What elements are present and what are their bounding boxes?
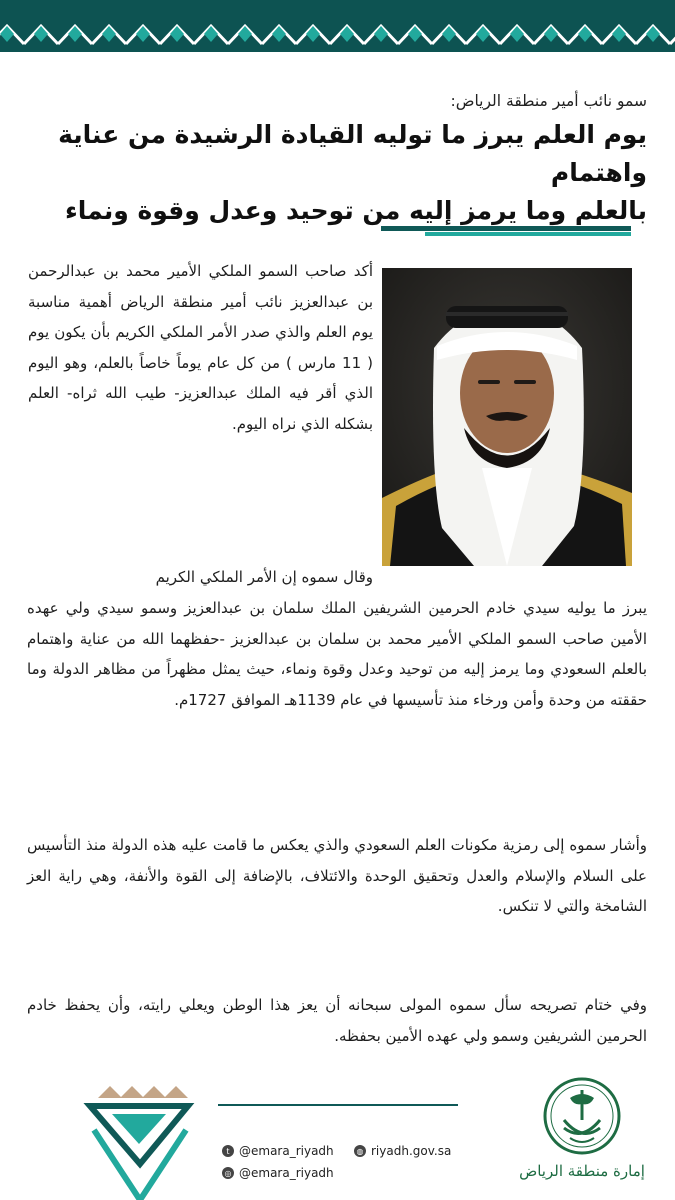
website-link[interactable] (354, 1144, 451, 1158)
paragraph-1 (28, 256, 373, 439)
paragraph-4-text: وفي ختام تصريحه سأل سموه المولى سبحانه أن يعز هذا الوطن ويعلي رايته، وأن يحفظ خادم الحرمين الشريفين وسمو ولي عهده الأمين بحفظه. (27, 996, 647, 1045)
twitter-link[interactable] (222, 1144, 334, 1158)
paragraph-3 (27, 830, 647, 922)
paragraph-2-text: يبرز ما يوليه سيدي خادم الحرمين الشريفين الملك سلمان بن عبدالعزيز وسمو سيدي ولي عهده الأمين صاحب السمو الملكي الأمير محمد بن سلمان بن عبدالعزيز -حفظهما الله من عناية واهتمام بالعلم السعودي وما يرمز إليه من توحيد وعدل وقوة ونماء، حيث يمثل مظهراً من مظاهر الدولة وما حققته من وحدة وأمن ورخاء منذ تأسيسها في عام 1139هـ الموافق 1727م. (27, 599, 647, 709)
footer-divider (218, 1104, 458, 1106)
instagram-link[interactable] (222, 1166, 334, 1180)
twitter-icon: t (222, 1145, 234, 1157)
subtitle: سمو نائب أمير منطقة الرياض: (450, 92, 647, 110)
globe-icon: ◍ (354, 1145, 366, 1157)
paragraph-2 (27, 593, 647, 715)
title-underline (381, 226, 631, 237)
instagram-handle: @emara_riyadh (239, 1166, 334, 1180)
twitter-handle: @emara_riyadh (239, 1144, 334, 1158)
underline-bar-light (425, 232, 631, 236)
paragraph-1-text: أكد صاحب السمو الملكي الأمير محمد بن عبدالرحمن بن عبدالعزيز نائب أمير منطقة الرياض أهمية مناسبة يوم العلم والذي صدر الأمر الملكي الكريم بأن يكون يوم ( 11 مارس ) من كل عام يوماً خاصاً بالعلم، وهو اليوم الذي أقر فيه الملك عبدالعزيز- طيب الله ثراه- العلم بشكله الذي نراه اليوم. (28, 262, 373, 433)
paragraph-2-start-text: وقال سموه إن الأمر الملكي الكريم (155, 568, 373, 586)
emblem-caption: إمارة منطقة الرياض (519, 1162, 645, 1180)
headline-line-2: بالعلم وما يرمز إليه من توحيد وعدل وقوة ونماء (64, 196, 647, 225)
headline (27, 116, 647, 230)
website-url: riyadh.gov.sa (371, 1144, 452, 1158)
social-links (222, 1140, 522, 1190)
footer-decoration (0, 1080, 200, 1200)
emblem-icon (542, 1076, 622, 1156)
title-block (27, 92, 647, 230)
paragraph-2-start (28, 562, 373, 593)
paragraph-4 (27, 990, 647, 1051)
portrait-photo (382, 268, 632, 566)
header-pattern-band (0, 0, 675, 52)
headline-line-1: يوم العلم يبرز ما توليه القيادة الرشيدة من عناية واهتمام (58, 120, 647, 187)
instagram-icon: ◎ (222, 1167, 234, 1179)
underline-bar-dark (381, 226, 631, 231)
paragraph-3-text: وأشار سموه إلى رمزية مكونات العلم السعودي والذي يعكس ما قامت عليه هذه الدولة منذ التأسيس على السلام والإسلام والعدل وتحقيق الوحدة والائتلاف، بالإضافة إلى القوة والأنفة، وهي راية العز الشامخة والتي لا تنكس. (27, 836, 647, 915)
riyadh-emirate-emblem (517, 1076, 647, 1192)
